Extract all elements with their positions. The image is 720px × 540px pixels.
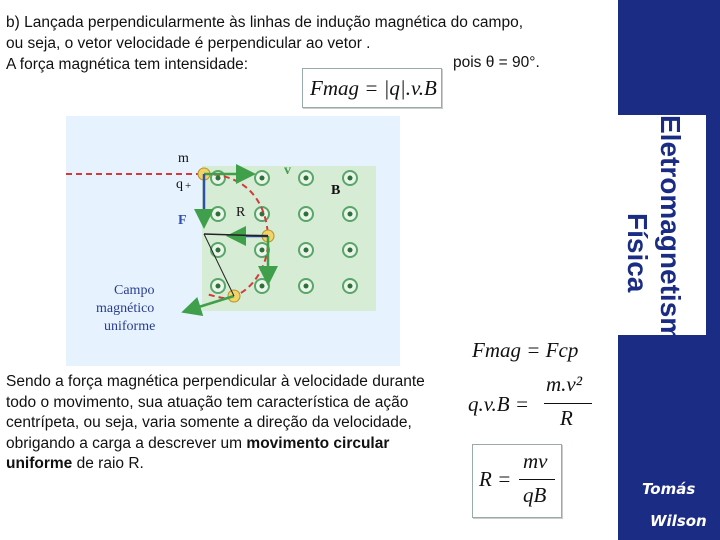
label-R: R <box>236 205 246 220</box>
figure-svg <box>66 116 400 366</box>
label-F: F <box>178 213 187 228</box>
equation-qvb-numerator: m.v² <box>546 372 583 396</box>
equation-fmag: Fmag = |q|.v.B <box>310 76 437 100</box>
caption-line-3: uniforme <box>104 319 156 334</box>
equation-qvb <box>468 372 608 434</box>
magnetic-field-figure <box>66 116 400 366</box>
intro-line-2: ou seja, o vetor velocidade é perpendicular ao vetor . <box>6 35 371 52</box>
label-q: q <box>176 177 183 192</box>
explanation-text-before: Sendo a força magnética perpendicular à velocidade durante todo o movimento, sua atuação tem característica de ação centrípeta, ou seja, varia somente a direção da velocidade, obrigando a carga a descrever um <box>6 373 425 452</box>
intro-line-1: b) Lançada perpendicularmente às linhas de indução magnética do campo, <box>6 14 524 31</box>
equation-radius-denominator: qB <box>523 483 547 507</box>
field-dot-center <box>348 248 353 253</box>
field-dot-center <box>304 176 309 181</box>
label-m: m <box>178 151 189 166</box>
field-dot-center <box>348 176 353 181</box>
explanation-text-bold: movimento circular uniforme <box>6 434 390 472</box>
explanation-paragraph <box>6 372 446 475</box>
label-plus: + <box>185 180 192 192</box>
equation-radius-numerator: mv <box>523 449 548 473</box>
label-B: B <box>331 183 341 198</box>
title-eletromagnetismo: Eletromagnetismo <box>655 115 686 335</box>
caption-line-2: magnético <box>96 301 155 316</box>
equation-qvb-lhs: q.v.B = <box>468 392 530 416</box>
title-fisica: Física <box>622 213 653 293</box>
equation-fmag-box <box>302 68 442 108</box>
field-dot-center <box>216 284 221 289</box>
vertical-title <box>606 115 706 335</box>
field-dot-center <box>348 212 353 217</box>
caption-line-1: Campo <box>114 283 155 298</box>
field-dot-center <box>260 284 265 289</box>
author-last-name: Wilson <box>650 512 707 530</box>
explanation-text-after: de raio R. <box>76 455 144 472</box>
field-dot-center <box>216 212 221 217</box>
equation-radius-fraction-bar <box>519 479 555 480</box>
label-v: v <box>284 163 291 178</box>
equation-qvb-fraction-bar <box>544 403 592 404</box>
field-dot-center <box>260 248 265 253</box>
theta-note: pois θ = 90°. <box>453 54 540 71</box>
field-dot-center <box>216 248 221 253</box>
equation-fmag-fcp: Fmag = Fcp <box>472 338 579 362</box>
field-dot-center <box>304 248 309 253</box>
field-dot-center <box>304 284 309 289</box>
intro-line-3: A força magnética tem intensidade: <box>6 56 249 73</box>
intro-text <box>6 12 523 75</box>
field-dot-center <box>348 284 353 289</box>
field-dot-center <box>260 176 265 181</box>
field-dot-center <box>304 212 309 217</box>
author-first-name: Tomás <box>642 480 696 498</box>
vertical-title-svg <box>606 115 706 335</box>
equation-radius-lhs: R = <box>479 467 512 491</box>
equation-qvb-denominator: R <box>560 406 573 430</box>
equation-radius-box <box>472 444 562 518</box>
